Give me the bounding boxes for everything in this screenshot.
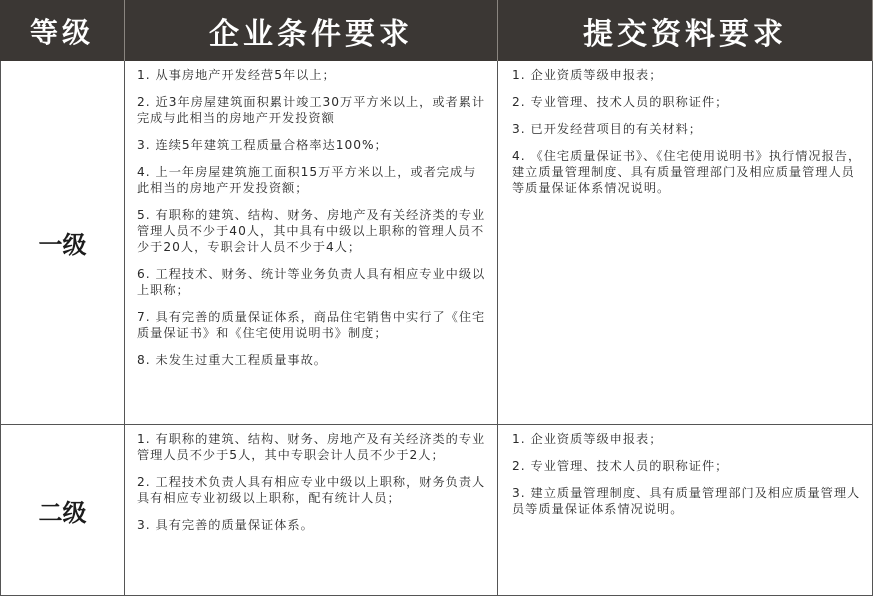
- requirement-item: 7. 具有完善的质量保证体系，商品住宅销售中实行了《住宅质量保证书》和《住宅使用说明书》制度；: [137, 310, 486, 340]
- documents-cell-level-1: [498, 61, 873, 425]
- header-documents: 提交资料要求: [498, 0, 873, 61]
- requirement-item: 2. 工程技术负责人具有相应专业中级以上职称，财务负责人具有相应专业初级以上职称，配有统计人员；: [137, 475, 486, 505]
- requirement-item: 1. 有职称的建筑、结构、财务、房地产及有关经济类的专业管理人员不少于5人，其中专职会计人员不少于2人；: [137, 432, 486, 462]
- requirement-item: 4. 上一年房屋建筑施工面积15万平方米以上，或者完成与此相当的房地产开发投资额；: [137, 165, 477, 195]
- document-item: 3. 已开发经营项目的有关材料；: [512, 122, 702, 136]
- document-item: 2. 专业管理、技术人员的职称证件；: [512, 459, 729, 473]
- document-item: 1. 企业资质等级申报表；: [512, 68, 663, 82]
- requirement-item: 6. 工程技术、财务、统计等业务负责人具有相应专业中级以上职称；: [137, 267, 486, 297]
- document-item: 4. 《住宅质量保证书》、《住宅使用说明书》执行情况报告，建立质量管理制度、具有质量管理部门及相应质量管理人员等质量保证体系情况说明。: [512, 149, 862, 195]
- documents-cell-level-2: [498, 425, 873, 596]
- requirements-cell-level-1: [125, 61, 498, 425]
- requirement-item: 3. 具有完善的质量保证体系。: [137, 518, 314, 532]
- requirement-item: 1. 从事房地产开发经营5年以上；: [137, 68, 336, 82]
- document-item: 1. 企业资质等级申报表；: [512, 432, 663, 446]
- grade-label-level-2: 二级: [0, 425, 125, 596]
- document-item: 2. 专业管理、技术人员的职称证件；: [512, 95, 729, 109]
- header-requirements: 企业条件要求: [125, 0, 498, 61]
- grade-label-level-1: 一级: [0, 61, 125, 425]
- requirement-item: 5. 有职称的建筑、结构、财务、房地产及有关经济类的专业管理人员不少于40人，其中具有中级以上职称的管理人员不少于20人，专职会计人员不少于4人；: [137, 208, 486, 254]
- requirement-item: 2. 近3年房屋建筑面积累计竣工30万平方米以上，或者累计完成与此相当的房地产开发投资额: [137, 95, 486, 125]
- requirements-cell-level-2: [125, 425, 498, 596]
- requirement-item: 8. 未发生过重大工程质量事故。: [137, 353, 327, 367]
- header-grade: 等级: [0, 0, 125, 61]
- requirement-item: 3. 连续5年建筑工程质量合格率达100%；: [137, 138, 388, 152]
- document-item: 3. 建立质量管理制度、具有质量管理部门及相应质量管理人员等质量保证体系情况说明。: [512, 486, 861, 516]
